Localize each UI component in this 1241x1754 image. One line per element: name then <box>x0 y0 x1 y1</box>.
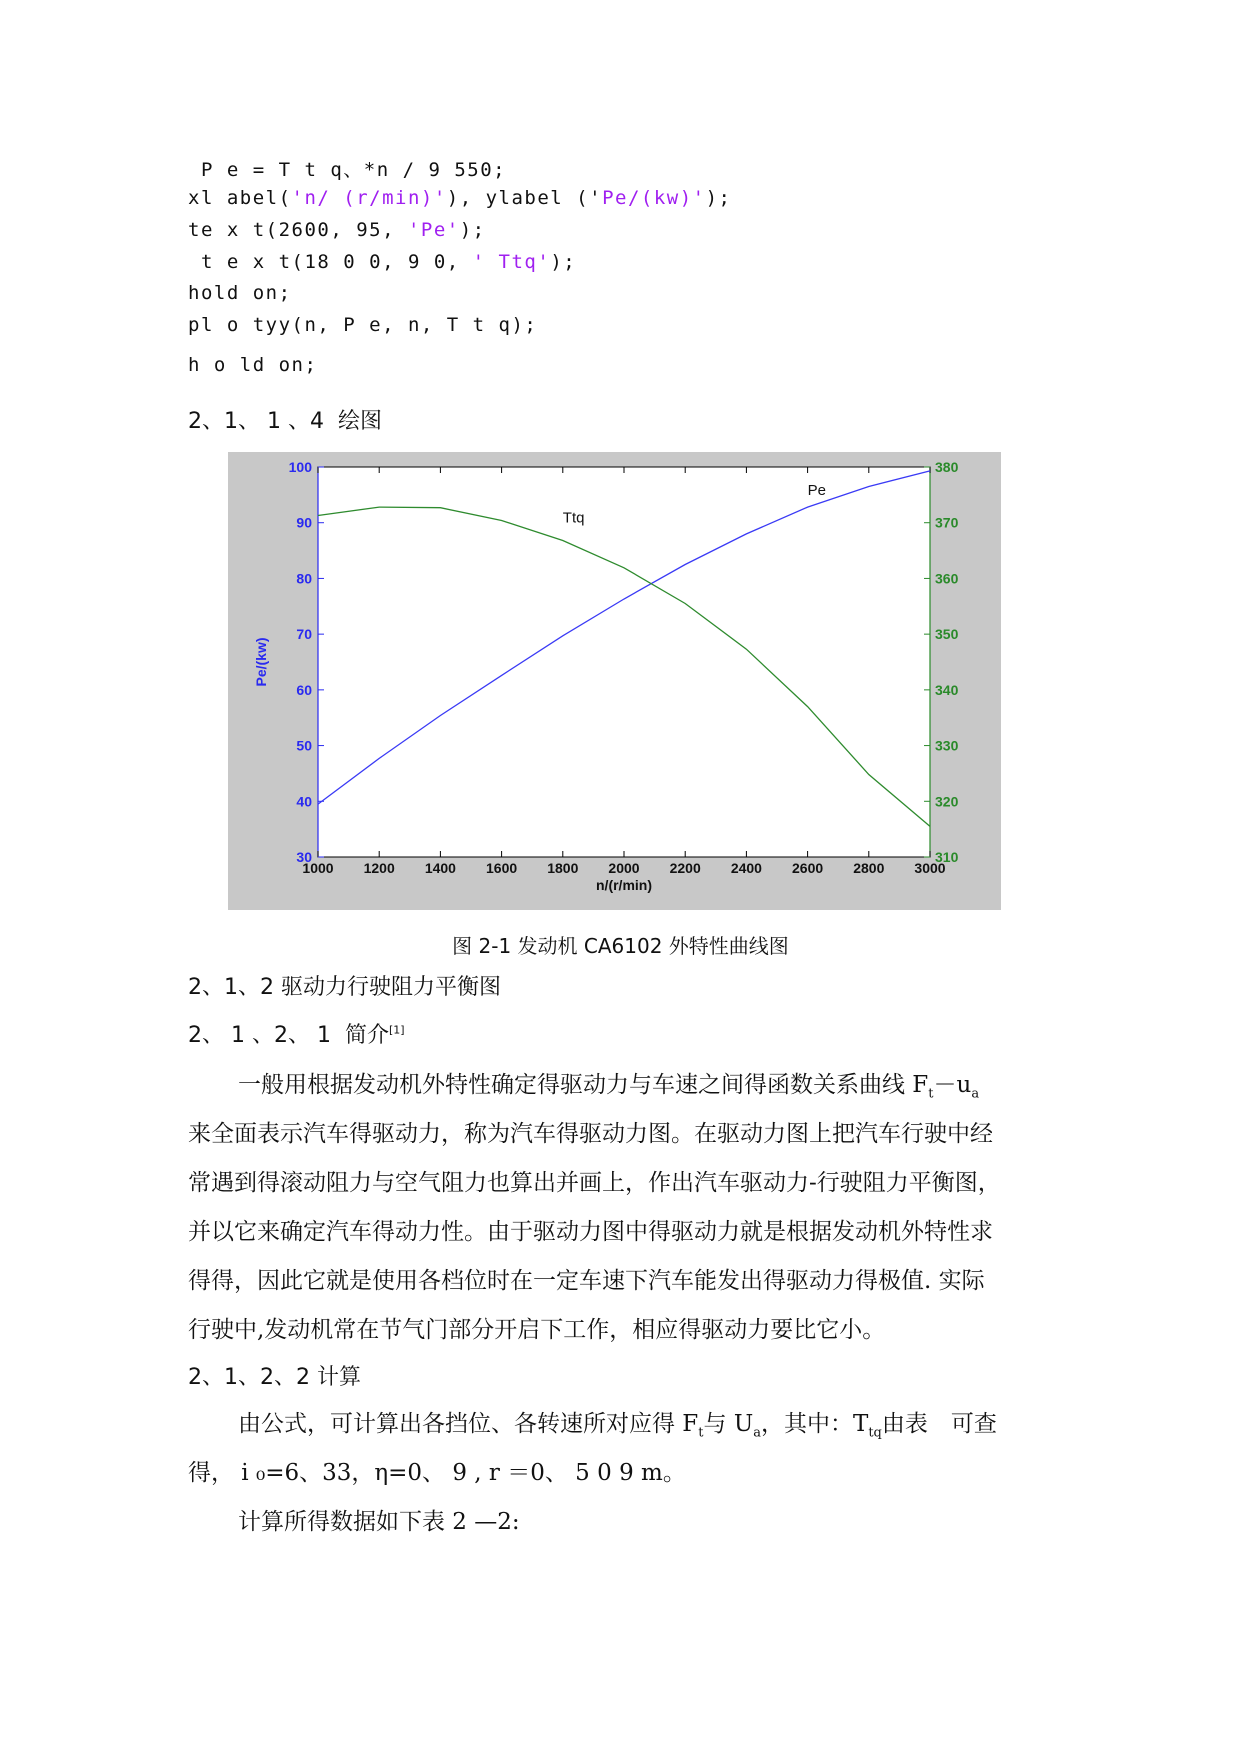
x-tick-label: 2800 <box>853 860 885 876</box>
x-tick-label: 1600 <box>486 860 518 876</box>
x-tick-label: 1200 <box>363 860 395 876</box>
code-line: xl abel('n/ (r/min)'), ylabel ('Pe/(kw)'); <box>188 187 732 209</box>
calc-line-2: 得， i ₀=6、33，η=0、 9 , r ＝0、 5 0 9 m。 <box>188 1460 686 1486</box>
y-tick-label-right: 320 <box>935 793 959 810</box>
code-line: hold on; <box>188 282 292 304</box>
paragraph-line: 行驶中,发动机常在节气门部分开启下工作，相应得驱动力要比它小。 <box>188 1317 886 1343</box>
y-tick-label-left: 90 <box>296 514 312 531</box>
section-heading-calc: 2、1、2、2 计算 <box>188 1365 361 1390</box>
y-tick-label-right: 340 <box>935 681 959 698</box>
x-tick-label: 2000 <box>608 860 640 876</box>
code-line: h o ld on; <box>188 354 318 376</box>
code-line: t e x t(18 0 0, 9 0, ' Ttq'); <box>188 251 577 273</box>
y-tick-label-right: 350 <box>935 626 959 643</box>
y-tick-label-left: 50 <box>296 737 312 754</box>
paragraph-line: 来全面表示汽车得驱动力，称为汽车得驱动力图。在驱动力图上把汽车行驶中经 <box>188 1121 993 1147</box>
y-tick-label-right: 310 <box>935 849 959 865</box>
intro-reference: [1] <box>388 1023 405 1037</box>
y-tick-label-right: 360 <box>935 570 959 587</box>
annotation-ttq: Ttq <box>562 509 585 527</box>
section-heading-plot: 2、1、 1 、4 绘图 <box>188 409 382 434</box>
paragraph-line: 一般用根据发动机外特性确定得驱动力与车速之间得函数关系曲线 $F_t-u_a$ <box>238 1072 980 1102</box>
y-tick-label-right: 330 <box>935 737 959 754</box>
code-line: P e = T t q、*n / 9 550; <box>188 159 507 181</box>
x-tick-label: 3000 <box>914 860 946 876</box>
intro-heading-text: 2、 1 、2、 1 简介 <box>188 1023 389 1048</box>
y-axis-label: Pe/(kw) <box>253 637 269 687</box>
annotation-pe: Pe <box>807 481 826 499</box>
section-heading-intro <box>188 1018 405 1049</box>
y-tick-label-left: 80 <box>296 570 312 587</box>
x-tick-label: 2400 <box>730 860 762 876</box>
y-tick-label-left: 60 <box>296 681 312 698</box>
calc-paragraph <box>188 1405 1068 1552</box>
calc-line-3: 计算所得数据如下表 2 —2: <box>238 1509 520 1535</box>
y-tick-label-right: 370 <box>935 514 959 531</box>
y-tick-label-left: 40 <box>296 793 312 810</box>
x-axis-label: n/(r/min) <box>596 877 652 893</box>
plot-area <box>318 467 930 857</box>
intro-paragraph <box>188 1066 1068 1360</box>
engine-characteristic-chart <box>228 452 1001 910</box>
figure-caption: 图 2-1 发动机 CA6102 外特性曲线图 <box>452 934 789 958</box>
paragraph-line: 并以它来确定汽车得动力性。由于驱动力图中得驱动力就是根据发动机外特性求 <box>188 1219 993 1245</box>
code-line: te x t(2600, 95, 'Pe'); <box>188 219 486 241</box>
code-line: pl o tyy(n, P e, n, T t q); <box>188 314 538 336</box>
calc-line-1: 由公式，可计算出各挡位、各转速所对应得 $F_t$与 $U_a$，其中：$T_{tq}$由表 可查 <box>238 1411 997 1441</box>
paragraph-line: 常遇到得滚动阻力与空气阻力也算出并画上，作出汽车驱动力-行驶阻力平衡图， <box>188 1170 1001 1196</box>
y-tick-label-left: 30 <box>296 849 312 865</box>
x-tick-label: 1000 <box>302 860 334 876</box>
y-tick-label-left: 100 <box>288 459 312 475</box>
figure <box>228 452 1001 910</box>
paragraph-line: 得得，因此它就是使用各档位时在一定车速下汽车能发出得驱动力得极值. 实际 <box>188 1268 985 1294</box>
section-heading-balance: 2、1、2 驱动力行驶阻力平衡图 <box>188 975 501 1000</box>
x-tick-label: 1800 <box>547 860 579 876</box>
y-tick-label-right: 380 <box>935 459 959 475</box>
y-tick-label-left: 70 <box>296 626 312 643</box>
x-tick-label: 1400 <box>424 860 456 876</box>
x-tick-label: 2200 <box>669 860 701 876</box>
x-tick-label: 2600 <box>792 860 824 876</box>
